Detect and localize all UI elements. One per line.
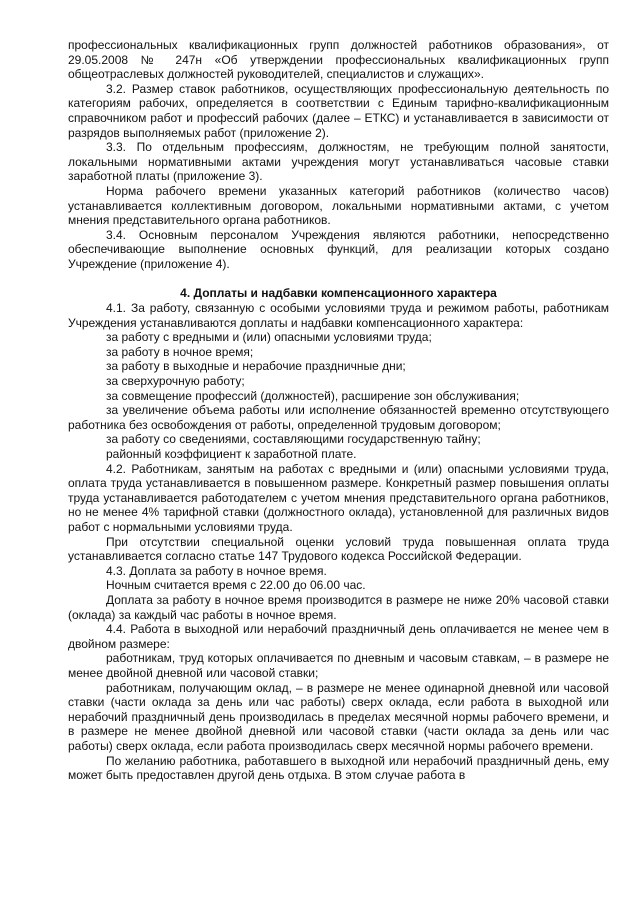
- paragraph: По желанию работника, работавшего в выходной или нерабочий праздничный день, ему может быть предоставлен другой день отдыха. В этом случае работа в: [68, 753, 609, 783]
- paragraph-4-3: 4.3. Доплата за работу в ночное время.: [106, 563, 327, 578]
- list-item: за работу со сведениями, составляющими государственную тайну;: [106, 432, 481, 447]
- paragraph-3-2: 3.2. Размер ставок работников, осуществляющих профессиональную деятельность по категориям рабочих, определяется в соответствии с Единым тарифно-квалификационным справочником работ и профессий рабочих (далее – ЕТКС) и устанавливается в зависимости от разрядов выполняемых работ (приложение 2).: [68, 81, 609, 140]
- paragraph: работникам, труд которых оплачивается по дневным и часовым ставкам, – в размере не менее двойной дневной или часовой ставки;: [68, 651, 609, 680]
- paragraph: Ночным считается время с 22.00 до 06.00 час.: [106, 578, 366, 593]
- paragraph: Норма рабочего времени указанных категорий работников (количество часов) устанавливается коллективным договором, локальными нормативными актами, с учетом мнения представительного органа работников.: [68, 183, 609, 228]
- paragraph-4-2: 4.2. Работникам, занятым на работах с вредными и (или) опасными условиями труда, оплата труда устанавливается в повышенном размере. Конкретный размер повышения оплаты труда устанавливается работодателем с учетом мнения представительного органа работников, но не менее 4% тарифной ставки (должностного оклада), установленной для различных видов работ с нормальными условиями труда.: [68, 461, 609, 534]
- section-heading: 4. Доплаты и надбавки компенсационного характера: [180, 285, 497, 300]
- list-item: за работу в выходные и нерабочие праздничные дни;: [106, 359, 406, 374]
- list-item: районный коэффициент к заработной плате.: [106, 447, 357, 462]
- paragraph: Доплата за работу в ночное время производится в размере не ниже 20% часовой ставки (оклада) за каждый час работы в ночное время.: [68, 592, 609, 622]
- list-item: за совмещение профессий (должностей), расширение зон обслуживания;: [106, 388, 520, 403]
- list-item: за работу с вредными и (или) опасными условиями труда;: [106, 330, 432, 345]
- list-item: за сверхурочную работу;: [106, 374, 245, 389]
- list-item: за работу в ночное время;: [106, 344, 254, 359]
- paragraph: При отсутствии специальной оценки условий труда повышенная оплата труда устанавливается согласно статье 147 Трудового кодекса Российской Федерации.: [68, 534, 609, 564]
- paragraph: работникам, получающим оклад, – в размере не менее одинарной дневной или часовой ставки (части оклада за день или час работы) сверх оклада, если работа в выходной или нерабочий праздничный день производилась в пределах месячной нормы рабочего времени, и в размере не менее двойной дневной или часовой ставки (части оклада за день или час работы) сверх оклада, если работа производилась сверх месячной нормы рабочего времени.: [68, 680, 609, 753]
- paragraph-3-3: 3.3. По отдельным профессиям, должностям, не требующим полной занятости, локальными нормативными актами учреждения могут устанавливаться часовые ставки заработной платы (приложение 3).: [68, 140, 609, 184]
- list-item: за увеличение объема работы или исполнение обязанностей временно отсутствующего работника без освобождения от работы, определенной трудовым договором;: [68, 403, 609, 432]
- paragraph: профессиональных квалификационных групп должностей работников образования», от 29.05.2008 № 247н «Об утверждении профессиональных квалификационных групп общеотраслевых должностей руководителей, специалистов и служащих».: [68, 38, 609, 82]
- paragraph-4-4: 4.4. Работа в выходной или нерабочий праздничный день оплачивается не менее чем в двойном размере:: [68, 622, 609, 651]
- paragraph-3-4: 3.4. Основным персоналом Учреждения являются работники, непосредственно обеспечивающие выполнение основных функций, для реализации которых создано Учреждение (приложение 4).: [68, 227, 609, 271]
- paragraph-4-1: 4.1. За работу, связанную с особыми условиями труда и режимом работы, работникам Учреждения устанавливаются доплаты и надбавки компенсационного характера:: [68, 301, 609, 330]
